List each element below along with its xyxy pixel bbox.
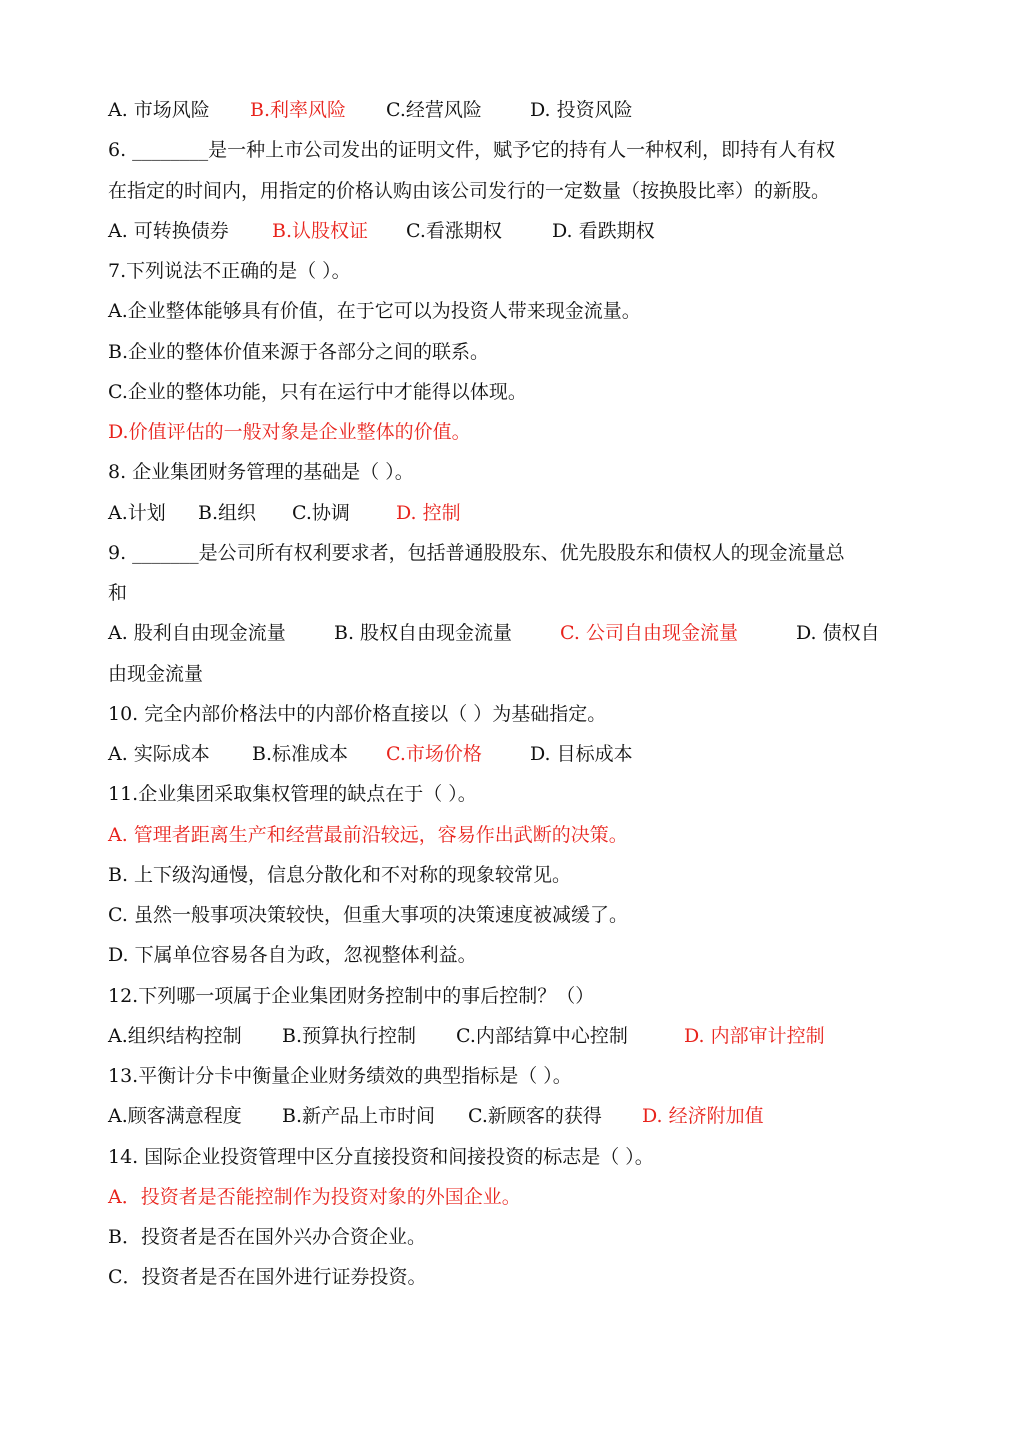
question-text: 12.下列哪一项属于企业集团财务控制中的事后控制？（） (108, 984, 595, 1007)
text-line-q11-option-b (108, 855, 928, 895)
text-line-q9-options (108, 613, 928, 653)
text-line-q8-stem (108, 452, 928, 492)
question-text: A. 市场风险 (108, 99, 210, 121)
question-text: A.顾客满意程度 (108, 1105, 242, 1128)
exam-text-body (108, 90, 928, 1298)
text-line-q5-options (108, 90, 928, 130)
question-text: B. 上下级沟通慢，信息分散化和不对称的现象较常见。 (108, 863, 572, 886)
answer-text: A．投资者是否能控制作为投资对象的外国企业。 (108, 1185, 521, 1208)
question-text: A.企业整体能够具有价值，在于它可以为投资人带来现金流量。 (108, 300, 641, 323)
question-text: 11.企业集团采取集权管理的缺点在于（ ）。 (108, 783, 477, 806)
question-text: 在指定的时间内，用指定的价格认购由该公司发行的一定数量（按换股比率）的新股。 (108, 179, 831, 202)
question-text: A.计划 (108, 501, 166, 524)
answer-text: D. 控制 (396, 501, 461, 524)
text-line-q11-option-d (108, 935, 928, 975)
question-text: 7.下列说法不正确的是（ ）。 (108, 260, 351, 282)
text-line-q14-option-b (108, 1217, 928, 1257)
question-text: C. 虽然一般事项决策较快，但重大事项的决策速度被减缓了。 (108, 904, 628, 926)
question-text: 由现金流量 (108, 662, 204, 685)
text-line-q6-stem-1 (108, 130, 928, 170)
text-line-q9-stem-2 (108, 573, 928, 613)
answer-text: D. 内部审计控制 (684, 1024, 825, 1047)
text-line-q11-stem (108, 774, 928, 814)
text-line-q7-stem (108, 251, 928, 291)
question-text: C.经营风险 (386, 99, 482, 121)
answer-text: C. 公司自由现金流量 (560, 622, 738, 645)
question-text: 10. 完全内部价格法中的内部价格直接以（ ）为基础指定。 (108, 702, 607, 725)
text-line-q9-stem-1 (108, 533, 928, 573)
question-text: 14. 国际企业投资管理中区分直接投资和间接投资的标志是（ ）。 (108, 1145, 654, 1168)
answer-text: C.市场价格 (386, 743, 482, 765)
question-text: B.组织 (198, 501, 257, 524)
text-line-q7-option-d (108, 412, 928, 452)
text-line-q14-stem (108, 1137, 928, 1177)
question-text: B．投资者是否在国外兴办合资企业。 (108, 1226, 426, 1248)
question-text: D. 债权自 (796, 622, 880, 645)
question-text: B.企业的整体价值来源于各部分之间的联系。 (108, 340, 490, 363)
answer-text: D. 经济附加值 (642, 1105, 764, 1128)
text-line-q11-option-c (108, 895, 928, 935)
text-line-q13-stem (108, 1056, 928, 1096)
question-text: B.新产品上市时间 (282, 1105, 436, 1128)
text-line-q9-options-cont (108, 654, 928, 694)
text-line-q10-stem (108, 694, 928, 734)
question-text: C．投资者是否在国外进行证券投资。 (108, 1266, 427, 1289)
question-text: 13.平衡计分卡中衡量企业财务绩效的典型指标是（ ）。 (108, 1065, 572, 1087)
question-text: B.标准成本 (252, 743, 349, 765)
text-line-q7-option-c (108, 372, 928, 412)
question-text: 和 (108, 582, 128, 604)
question-text: 8. 企业集团财务管理的基础是（ ）。 (108, 461, 414, 484)
text-line-q14-option-a (108, 1177, 928, 1217)
text-line-q6-options (108, 211, 928, 251)
question-text: D. 看跌期权 (552, 219, 655, 242)
text-line-q7-option-a (108, 291, 928, 331)
question-text: 6. ________是一种上市公司发出的证明文件，赋予它的持有人一种权利，即持有人有权 (108, 139, 836, 162)
question-text: C.新顾客的获得 (468, 1105, 602, 1128)
answer-text: A. 管理者距离生产和经营最前沿较远，容易作出武断的决策。 (108, 823, 628, 846)
text-line-q12-options (108, 1016, 928, 1056)
question-text: A. 股利自由现金流量 (108, 622, 286, 645)
question-text: 9. _______是公司所有权利要求者，包括普通股股东、优先股股东和债权人的现金流量总 (108, 541, 845, 564)
question-text: A. 实际成本 (108, 743, 210, 765)
question-text: C.企业的整体功能，只有在运行中才能得以体现。 (108, 380, 527, 403)
question-text: C.看涨期权 (406, 219, 502, 242)
text-line-q10-options (108, 734, 928, 774)
text-line-q14-option-c (108, 1257, 928, 1297)
question-text: A.组织结构控制 (108, 1024, 242, 1047)
question-text: D. 下属单位容易各自为政，忽视整体利益。 (108, 944, 477, 967)
text-line-q7-option-b (108, 332, 928, 372)
question-text: D. 投资风险 (530, 99, 633, 121)
question-text: B. 股权自由现金流量 (334, 622, 513, 645)
question-text: A. 可转换债券 (108, 219, 229, 242)
text-line-q11-option-a (108, 815, 928, 855)
text-line-q13-options (108, 1096, 928, 1136)
question-text: C.协调 (292, 501, 350, 524)
question-text: D. 目标成本 (530, 743, 633, 765)
answer-text: B.认股权证 (272, 219, 369, 242)
text-line-q8-options (108, 493, 928, 533)
text-line-q6-stem-2 (108, 171, 928, 211)
question-text: B.预算执行控制 (282, 1024, 417, 1047)
answer-text: D.价值评估的一般对象是企业整体的价值。 (108, 421, 471, 443)
question-text: C.内部结算中心控制 (456, 1024, 628, 1047)
answer-text: B.利率风险 (250, 99, 347, 121)
text-line-q12-stem (108, 976, 928, 1016)
